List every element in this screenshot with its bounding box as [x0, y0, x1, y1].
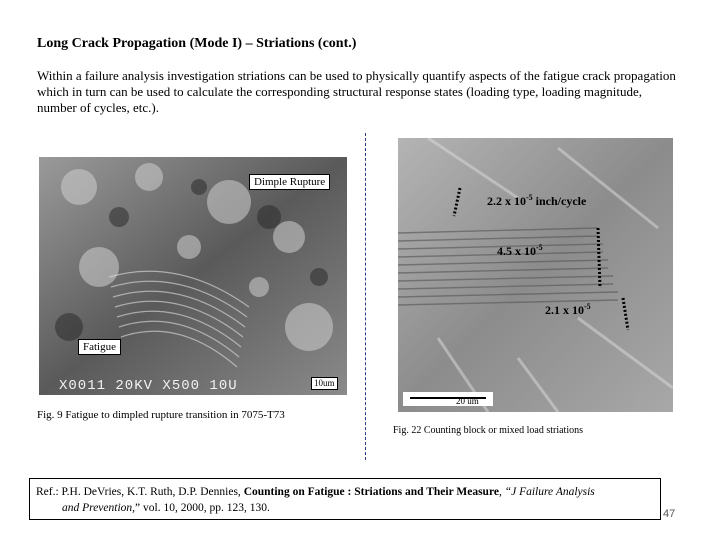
annotation-3-exponent: -5 [584, 302, 591, 311]
slide-body-text: Within a failure analysis investigation striations can be used to physically quantify aspects of the fatigue crack propagation which in turn can be used to calculate the corresponding structural response states (loading type, loading magnitude, number of cycles, etc.). [37, 68, 676, 115]
reference-line-1 [36, 484, 660, 500]
annotation-2-exponent: -5 [536, 243, 543, 252]
annotation-1-unit: inch/cycle [532, 194, 587, 208]
striation-rate-annotation-3 [545, 302, 591, 318]
striations-sem-image [398, 138, 673, 412]
fatigue-label: Fatigue [78, 339, 121, 355]
reference-title: Counting on Fatigue : Striations and Their Measure [243, 486, 499, 498]
annotation-1-base: 2.2 x 10 [487, 194, 526, 208]
right-figure-caption: Fig. 22 Counting block or mixed load striations [393, 425, 583, 436]
reference-details: ” vol. 10, 2000, pp. 123, 130. [135, 502, 270, 514]
reference-authors: Ref.: P.H. DeVries, K.T. Ruth, D.P. Dennies, [36, 486, 244, 498]
reference-journal-cont: and Prevention, [62, 502, 136, 514]
reference-line-2 [36, 500, 660, 516]
annotation-1-exponent: -5 [526, 193, 533, 202]
page-number: 47 [663, 508, 676, 520]
annotation-3-base: 2.1 x 10 [545, 303, 584, 317]
left-scale-bar-label: 10um [311, 377, 338, 390]
sem-info-text: X0011 20KV X500 10U [59, 378, 238, 394]
reference-journal: , “J Failure Analysis [498, 486, 595, 498]
dimple-rupture-label: Dimple Rupture [249, 174, 330, 190]
right-scale-bar-label: 20 um [456, 396, 479, 406]
vertical-divider [365, 133, 366, 460]
striation-rate-annotation-2 [497, 243, 543, 259]
annotation-2-base: 4.5 x 10 [497, 244, 536, 258]
reference-box [29, 478, 661, 520]
fatigue-dimple-sem-image [39, 157, 347, 395]
left-figure-caption: Fig. 9 Fatigue to dimpled rupture transition in 7075-T73 [37, 409, 285, 421]
slide-title: Long Crack Propagation (Mode I) – Striations (cont.) [37, 36, 357, 51]
striation-rate-annotation-1 [487, 193, 586, 209]
